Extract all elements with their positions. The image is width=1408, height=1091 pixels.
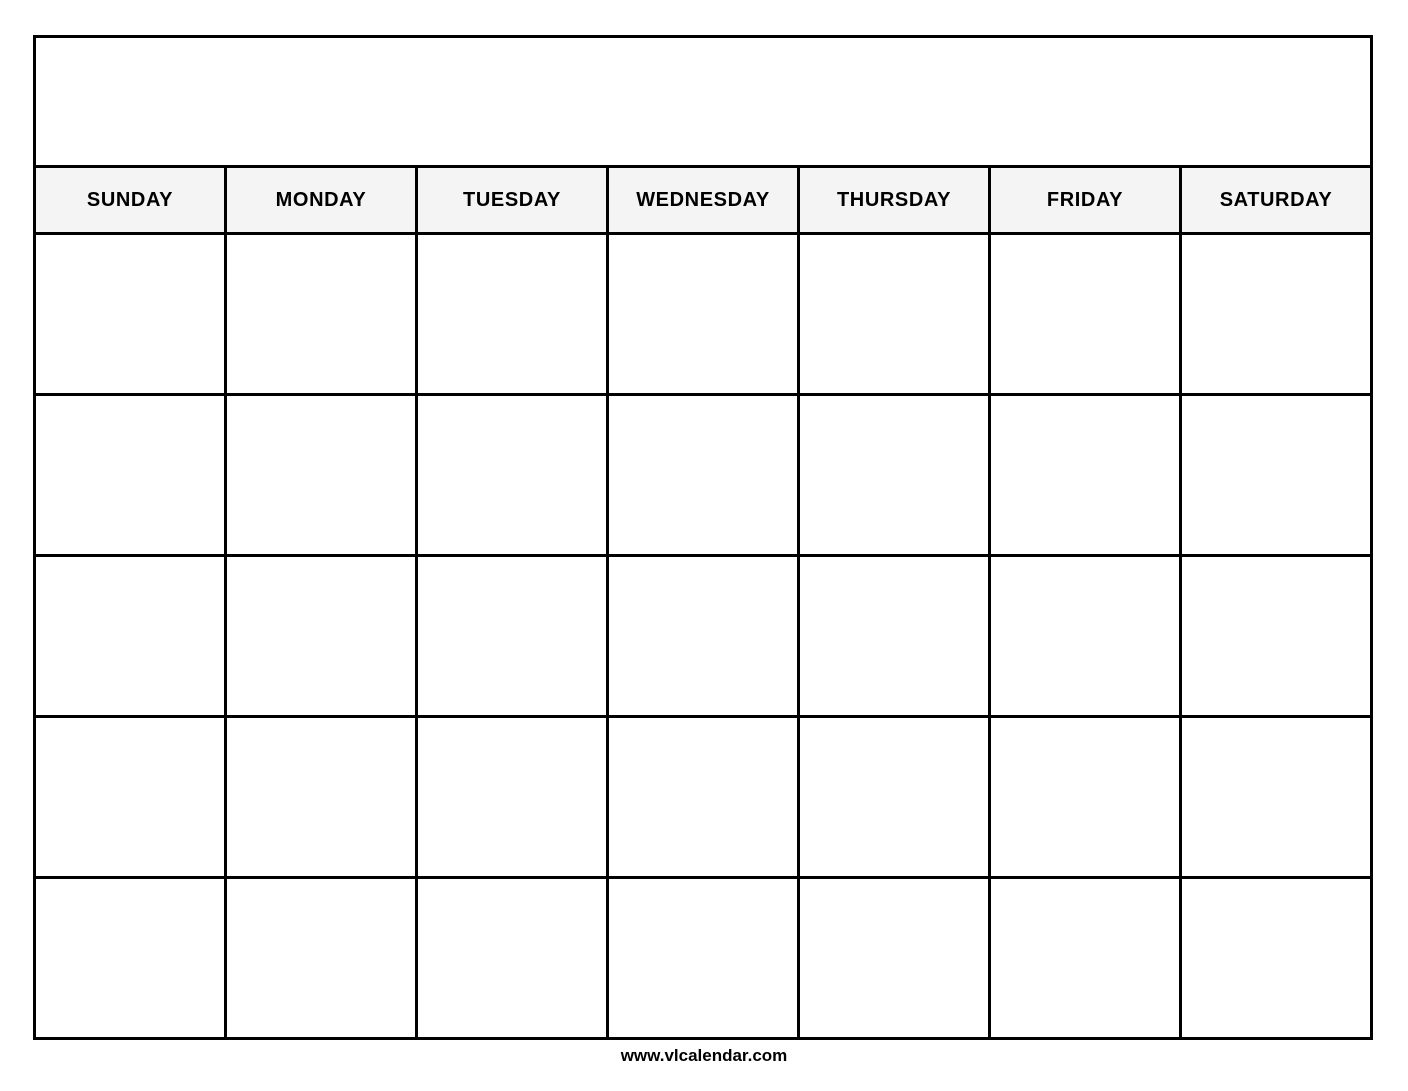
- day-cell[interactable]: [609, 235, 800, 393]
- weekday-header-thursday: THURSDAY: [800, 168, 991, 232]
- day-cell[interactable]: [800, 718, 991, 876]
- day-cell[interactable]: [609, 718, 800, 876]
- day-cell[interactable]: [418, 235, 609, 393]
- day-cell[interactable]: [991, 879, 1182, 1037]
- week-row: [36, 879, 1370, 1037]
- day-cell[interactable]: [991, 718, 1182, 876]
- day-cell[interactable]: [1182, 396, 1370, 554]
- calendar-grid: [33, 35, 1373, 1040]
- weekday-header-row: [36, 168, 1370, 235]
- website-link[interactable]: www.vlcalendar.com: [620, 1046, 788, 1065]
- weekday-header-wednesday: WEDNESDAY: [609, 168, 800, 232]
- day-cell[interactable]: [418, 879, 609, 1037]
- weekday-header-saturday: SATURDAY: [1219, 188, 1333, 211]
- day-cell[interactable]: [36, 879, 227, 1037]
- day-cell[interactable]: [36, 718, 227, 876]
- day-cell[interactable]: [1182, 557, 1370, 715]
- day-cell[interactable]: [36, 235, 227, 393]
- day-cell[interactable]: [227, 396, 418, 554]
- day-cell[interactable]: [800, 879, 991, 1037]
- day-cell[interactable]: [609, 879, 800, 1037]
- day-cell[interactable]: [609, 557, 800, 715]
- day-cell[interactable]: [227, 879, 418, 1037]
- day-cell[interactable]: [1182, 235, 1370, 393]
- week-row: [36, 557, 1370, 718]
- day-cell[interactable]: [991, 235, 1182, 393]
- day-cell[interactable]: [991, 396, 1182, 554]
- weekday-header-friday: FRIDAY: [991, 168, 1182, 232]
- weekday-header-sunday: SUNDAY: [36, 168, 227, 232]
- calendar-title-row: [36, 38, 1370, 168]
- day-cell[interactable]: [418, 557, 609, 715]
- week-row: [36, 396, 1370, 557]
- day-cell[interactable]: [36, 557, 227, 715]
- day-cell[interactable]: [227, 557, 418, 715]
- day-cell[interactable]: [1182, 879, 1370, 1037]
- day-cell[interactable]: [418, 396, 609, 554]
- week-row: [36, 235, 1370, 396]
- day-cell[interactable]: [1182, 718, 1370, 876]
- day-cell[interactable]: [227, 718, 418, 876]
- day-cell[interactable]: [418, 718, 609, 876]
- day-cell[interactable]: [800, 557, 991, 715]
- day-cell[interactable]: [36, 396, 227, 554]
- day-cell[interactable]: [800, 396, 991, 554]
- day-cell[interactable]: [800, 235, 991, 393]
- footer: [0, 1046, 1408, 1066]
- day-cell[interactable]: [609, 396, 800, 554]
- weekday-header-monday: MONDAY: [227, 168, 418, 232]
- weekday-header-tuesday: TUESDAY: [418, 168, 609, 232]
- day-cell[interactable]: [991, 557, 1182, 715]
- day-cell[interactable]: [227, 235, 418, 393]
- week-row: [36, 718, 1370, 879]
- calendar-weeks: [36, 235, 1370, 1037]
